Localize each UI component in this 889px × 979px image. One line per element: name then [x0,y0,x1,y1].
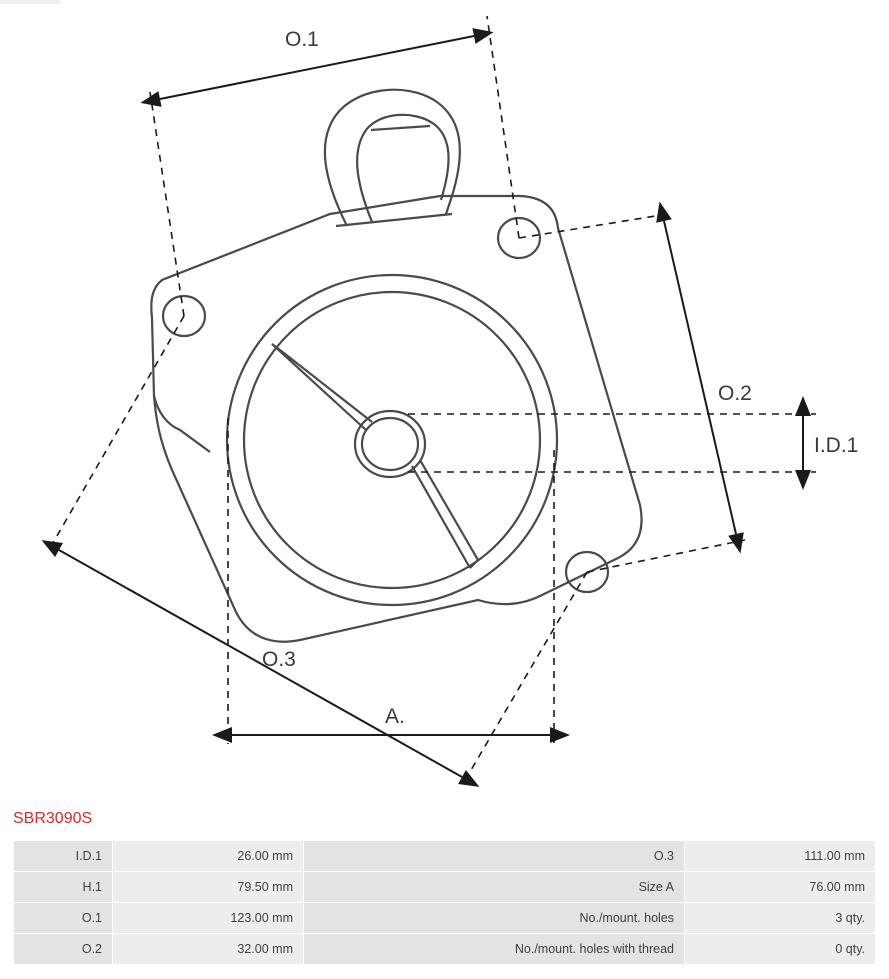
spec-label-2: No./mount. holes [304,903,685,934]
table-row [14,841,876,872]
spec-value: 26.00 mm [113,841,304,872]
part-central-bore [355,411,425,477]
spec-value-2: 0 qty. [685,934,876,965]
dimension-arrow-o3 [59,550,462,777]
part-internal-ribs [272,344,478,568]
spec-label-2: Size A [304,872,685,903]
extension-lines [50,16,816,782]
dimension-arrow-o2 [664,221,736,534]
spec-value: 32.00 mm [113,934,304,965]
spec-label: O.1 [14,903,113,934]
spec-value: 123.00 mm [113,903,304,934]
dimension-label-o3: O.3 [262,648,296,671]
part-code: SBR3090S [13,810,93,827]
spec-label-2: No./mount. holes with thread [304,934,685,965]
table-row [14,903,876,934]
table-row [14,872,876,903]
spec-value-2: 76.00 mm [685,872,876,903]
spec-label: H.1 [14,872,113,903]
part-recess-rings [227,275,557,605]
table-row [14,934,876,965]
dimension-label-a: A. [385,705,405,728]
spec-label-2: O.3 [304,841,685,872]
spec-value-2: 111.00 mm [685,841,876,872]
dimension-label-o1: O.1 [285,28,319,51]
dimension-arrows [59,36,803,777]
spec-value-2: 3 qty. [685,903,876,934]
part-top-loop [325,90,460,226]
spec-value: 79.50 mm [113,872,304,903]
dimension-label-id1: I.D.1 [814,434,859,457]
spec-label: I.D.1 [14,841,113,872]
dimension-label-o2: O.2 [718,382,752,405]
specification-table [13,840,876,965]
spec-label: O.2 [14,934,113,965]
